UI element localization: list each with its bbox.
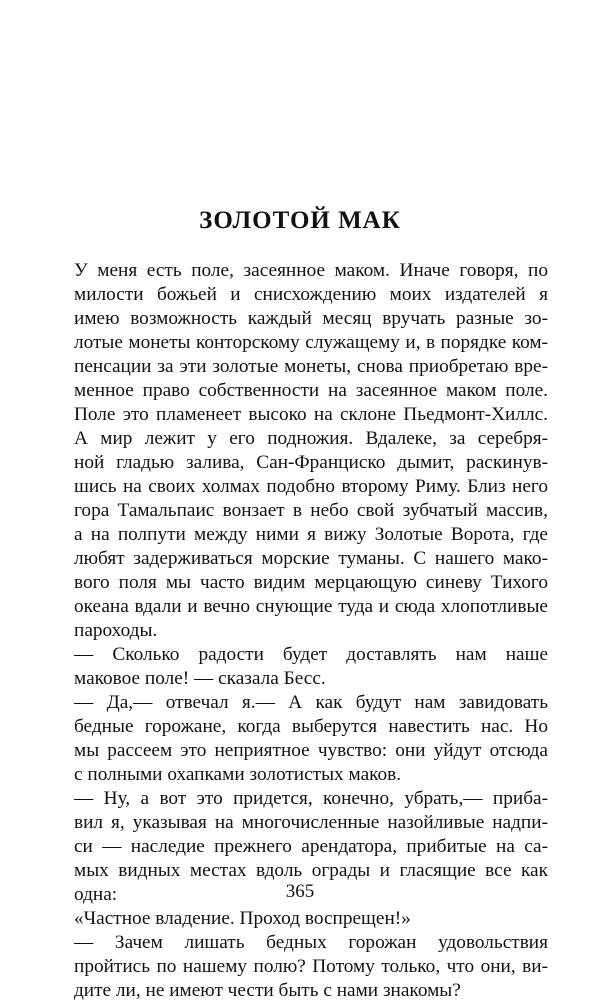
text-line: лотые монеты конторскому служащему и, в порядке ком-: [74, 332, 548, 353]
text-line: имею возможность каждый месяц вручать разные зо-: [74, 308, 548, 329]
text-line: си — наследие прежнего арендатора, прибитые на са-: [74, 836, 548, 857]
text-line: гора Тамальпаис вонзает в небо свой зубчатый массив,: [74, 500, 548, 521]
chapter-title: ЗОЛОТОЙ МАК: [199, 207, 401, 234]
text-line: — Ну, а вот это придется, конечно, убрать,— приба-: [74, 788, 548, 809]
text-line: с полными охапками золотистых маков.: [74, 764, 402, 785]
text-line: пенсации за эти золотые монеты, снова приобретаю вре-: [74, 356, 548, 377]
text-line: шись на своих холмах подобно второму Риму. Близ него: [74, 476, 548, 497]
text-line: мы рассеем это неприятное чувство: они уйдут отсюда: [74, 740, 548, 761]
text-line: А мир лежит у его подножия. Вдалеке, за серебря-: [74, 428, 548, 449]
text-line: бедные горожане, когда выберутся навестить нас. Но: [74, 716, 548, 737]
text-line: менное право собственности на засеянное маком поле.: [74, 380, 548, 401]
text-line: пароходы.: [74, 620, 158, 641]
text-line: Поле это пламенеет высоко на склоне Пьедмонт-Хиллс.: [74, 404, 548, 425]
text-line: мых видных местах вдоль ограды и гласящие все как: [74, 860, 548, 881]
page-number: 365: [285, 881, 315, 902]
text-line: вил я, указывая на многочисленные назойливые надпи-: [74, 812, 548, 833]
text-line: одна:: [74, 884, 118, 905]
text-line: пройтись по нашему полю? Потому только, что они, ви-: [74, 956, 548, 977]
text-line: У меня есть поле, засеянное маком. Иначе говоря, по: [74, 260, 548, 281]
text-line: любят задерживаться морские туманы. С нашего мако-: [74, 548, 548, 569]
text-line: дите ли, не имеют чести быть с нами знакомы?: [74, 980, 461, 1001]
text-line: ной гладью залива, Сан-Франциско дымит, раскинув-: [74, 452, 548, 473]
text-line: — Да,— отвечал я.— А как будут нам завидовать: [74, 692, 548, 713]
text-line: — Сколько радости будет доставлять нам наше: [74, 644, 548, 665]
text-line: маковое поле! — сказала Бесс.: [74, 668, 326, 689]
text-line: океана вдали и вечно снующие туда и сюда хлопотливые: [74, 596, 548, 617]
text-line: милости божьей и снисхождению моих издателей я: [74, 284, 548, 305]
text-line: «Частное владение. Проход воспрещен!»: [74, 908, 411, 929]
text-line: — Зачем лишать бедных горожан удовольствия: [74, 932, 548, 953]
text-line: вого поля мы часто видим мерцающую синеву Тихого: [74, 572, 548, 593]
text-line: а на полпути между ними я вижу Золотые Ворота, где: [74, 524, 548, 545]
